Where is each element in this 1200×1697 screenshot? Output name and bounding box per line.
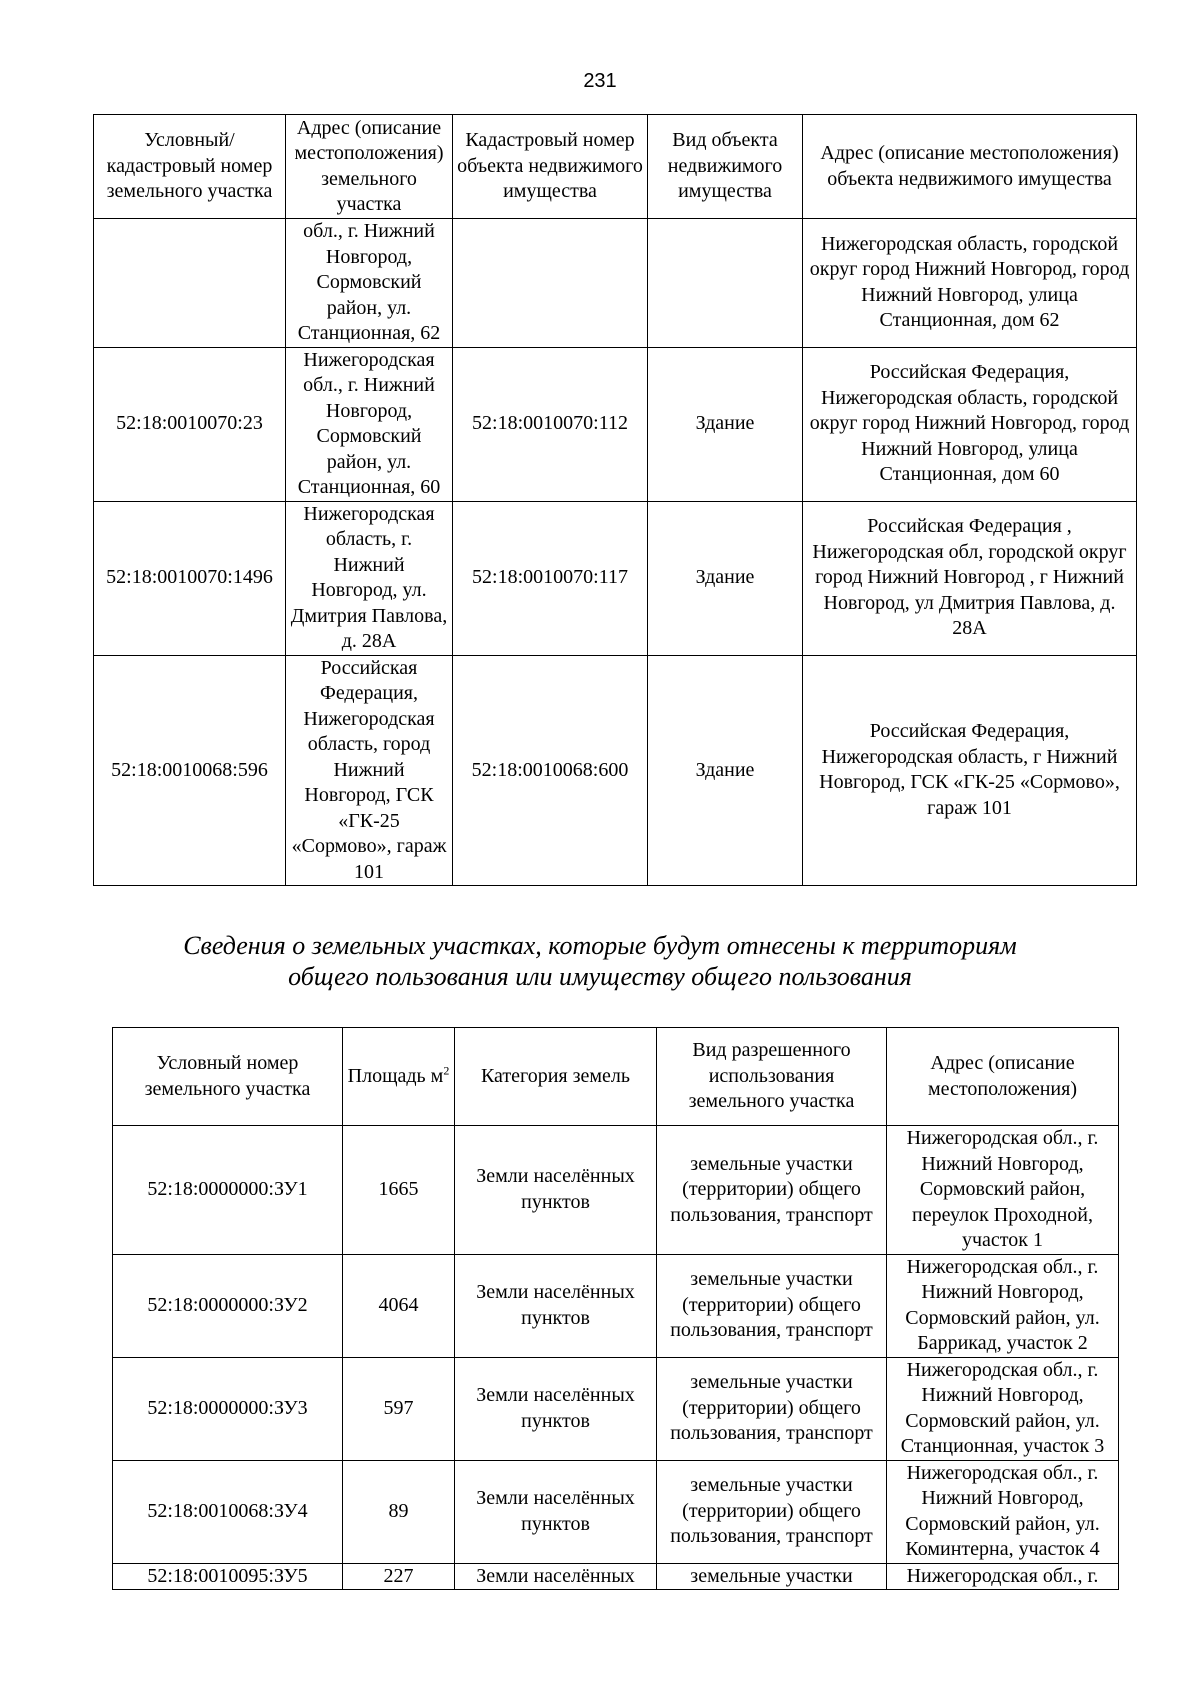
table-row [113,1126,1119,1255]
object-number-cell: 52:18:0010070:117 [453,501,648,655]
header-area-label: Площадь м [347,1064,444,1087]
header-object-address: Адрес (описание местоположения) объекта недвижимого имущества [803,115,1137,219]
parcel-number-cell: 52:18:0000000:ЗУ1 [113,1126,343,1255]
area-cell: 89 [343,1460,455,1563]
category-cell: Земли населённых пунктов [455,1357,657,1460]
parcel-number-cell: 52:18:0010068:596 [94,655,286,886]
object-type-cell: Здание [648,655,803,886]
object-address-cell: Российская Федерация, Нижегородская область, г Нижний Новгород, ГСК «ГК-25 «Сормово», гараж 101 [803,655,1137,886]
parcel-number-cell: 52:18:0010095:ЗУ5 [113,1563,343,1590]
parcel-number-cell: 52:18:0010070:1496 [94,501,286,655]
parcel-number-cell [94,219,286,348]
usage-cell: земельные участки [657,1563,887,1590]
address-cell: Нижегородская обл., г. Нижний Новгород, Сормовский район, ул. Баррикад, участок 2 [887,1254,1119,1357]
area-cell: 1665 [343,1126,455,1255]
table-row [113,1357,1119,1460]
objects-table [93,114,1137,886]
section-title-line-1: Сведения о земельных участках, которые будут отнесены к территориям [183,931,1017,960]
usage-cell: земельные участки (территории) общего пользования, транспорт [657,1254,887,1357]
object-number-cell: 52:18:0010070:112 [453,347,648,501]
parcel-number-cell: 52:18:0010070:23 [94,347,286,501]
object-number-cell [453,219,648,348]
object-type-cell: Здание [648,501,803,655]
table-row [94,219,1137,348]
area-cell: 597 [343,1357,455,1460]
address-cell: Нижегородская обл., г. Нижний Новгород, Сормовский район, переулок Проходной, участок 1 [887,1126,1119,1255]
category-cell: Земли населённых пунктов [455,1460,657,1563]
header-parcel-number: Условный/ кадастровый номер земельного участка [94,115,286,219]
parcels-table-header-row [113,1028,1119,1126]
object-address-cell: Российская Федерация , Нижегородская обл, городской округ город Нижний Новгород , г Нижний Новгород, ул Дмитрия Павлова, д. 28А [803,501,1137,655]
parcel-number-cell: 52:18:0000000:ЗУ3 [113,1357,343,1460]
page-number: 231 [583,70,617,92]
usage-cell: земельные участки (территории) общего пользования, транспорт [657,1357,887,1460]
address-cell: Нижегородская обл., г. Нижний Новгород, Сормовский район, ул. Коминтерна, участок 4 [887,1460,1119,1563]
category-cell: Земли населённых пунктов [455,1126,657,1255]
header-object-number: Кадастровый номер объекта недвижимого имущества [453,115,648,219]
parcel-number-cell: 52:18:0010068:ЗУ4 [113,1460,343,1563]
section-title [0,930,1200,992]
header-area [343,1028,455,1126]
area-cell: 4064 [343,1254,455,1357]
object-number-cell: 52:18:0010068:600 [453,655,648,886]
category-cell: Земли населённых пунктов [455,1254,657,1357]
parcel-address-cell: Российская Федерация, Нижегородская область, город Нижний Новгород, ГСК «ГК-25 «Сормово», гараж 101 [286,655,453,886]
area-cell: 227 [343,1563,455,1590]
parcels-table [112,1027,1119,1590]
header-parcel-address: Адрес (описание местоположения) земельного участка [286,115,453,219]
header-number: Условный номер земельного участка [113,1028,343,1126]
address-cell: Нижегородская обл., г. Нижний Новгород, Сормовский район, ул. Станционная, участок 3 [887,1357,1119,1460]
header-usage: Вид разрешенного использования земельного участка [657,1028,887,1126]
address-cell: Нижегородская обл., г. [887,1563,1119,1590]
header-area-superscript: 2 [443,1063,450,1078]
parcel-number-cell: 52:18:0000000:ЗУ2 [113,1254,343,1357]
header-category: Категория земель [455,1028,657,1126]
object-address-cell: Нижегородская область, городской округ город Нижний Новгород, город Нижний Новгород, улица Станционная, дом 62 [803,219,1137,348]
parcel-address-cell: Нижегородская область, г. Нижний Новгород, ул. Дмитрия Павлова, д. 28А [286,501,453,655]
table-row [113,1563,1119,1590]
object-address-cell: Российская Федерация, Нижегородская область, городской округ город Нижний Новгород, город Нижний Новгород, улица Станционная, дом 60 [803,347,1137,501]
objects-table-header-row [94,115,1137,219]
table-row [113,1460,1119,1563]
parcel-address-cell: Нижегородская обл., г. Нижний Новгород, Сормовский район, ул. Станционная, 60 [286,347,453,501]
table-row [94,347,1137,501]
object-type-cell: Здание [648,347,803,501]
object-type-cell [648,219,803,348]
section-title-line-2: общего пользования или имуществу общего пользования [288,962,912,991]
category-cell: Земли населённых [455,1563,657,1590]
table-row [113,1254,1119,1357]
header-address: Адрес (описание местоположения) [887,1028,1119,1126]
table-row [94,501,1137,655]
usage-cell: земельные участки (территории) общего пользования, транспорт [657,1126,887,1255]
header-object-type: Вид объекта недвижимого имущества [648,115,803,219]
table-row [94,655,1137,886]
usage-cell: земельные участки (территории) общего пользования, транспорт [657,1460,887,1563]
parcel-address-cell: обл., г. Нижний Новгород, Сормовский район, ул. Станционная, 62 [286,219,453,348]
